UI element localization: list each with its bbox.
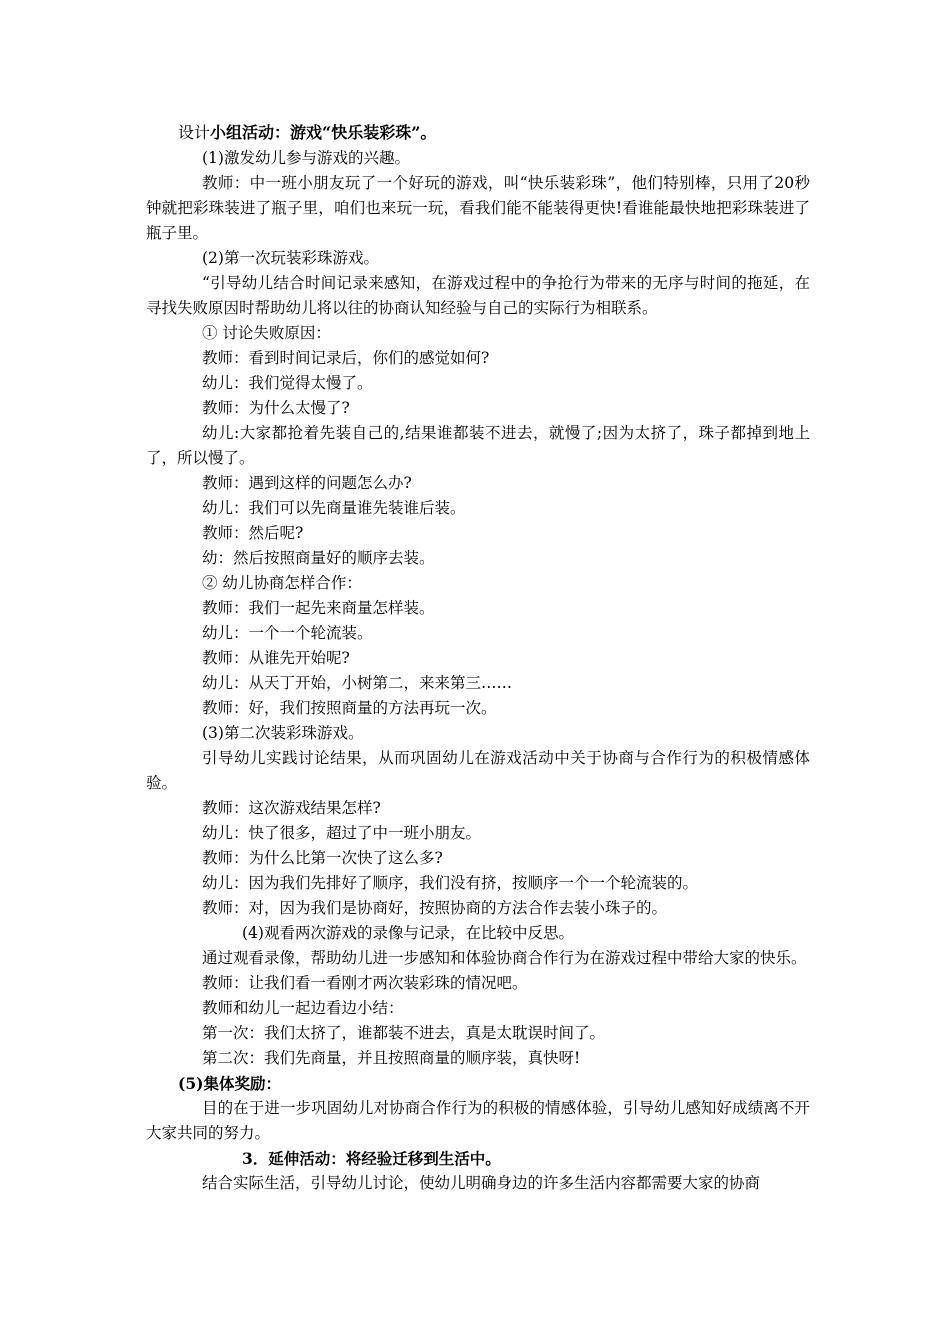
paragraph: 幼儿：一个一个轮流装。 [202, 624, 373, 642]
paragraph: 结合实际生活，引导幼儿讨论，使幼儿明确身边的许多生活内容都需要大家的协商 [202, 1174, 761, 1192]
paragraph: (3)第二次装彩珠游戏。 [202, 724, 364, 742]
paragraph: 教师：对，因为我们是协商好，按照协商的方法合作去装小珠子的。 [202, 899, 668, 917]
paragraph: 幼儿:大家都抢着先装自己的,结果谁都装不进去，就慢了;因为太挤了，珠子都掉到地上了，所以慢了。 [146, 424, 810, 467]
document-body [146, 146, 810, 1196]
paragraph: (5)集体奖励： [178, 1074, 281, 1093]
paragraph: 教师：然后呢? [202, 524, 304, 542]
paragraph: 教师：让我们看一看刚才两次装彩珠的情况吧。 [202, 974, 528, 992]
paragraph: 目的在于进一步巩固幼儿对协商合作行为的积极的情感体验，引导幼儿感知好成绩离不开大家共同的努力。 [146, 1099, 810, 1142]
paragraph: 第二次：我们先商量，并且按照商量的顺序装，真快呀! [202, 1049, 581, 1067]
paragraph: 3．延伸活动：将经验迁移到生活中。 [242, 1149, 501, 1168]
paragraph: 第一次：我们太挤了，谁都装不进去，真是太耽误时间了。 [202, 1024, 606, 1042]
paragraph: 教师：这次游戏结果怎样? [202, 799, 381, 817]
paragraph: 幼儿：因为我们先排好了顺序，我们没有挤，按顺序一个一个轮流装的。 [202, 874, 699, 892]
paragraph: 教师：看到时间记录后，你们的感觉如何? [202, 349, 490, 367]
paragraph: 教师：遇到这样的问题怎么办? [202, 474, 412, 492]
paragraph: ② 幼儿协商怎样合作： [202, 574, 362, 592]
document-page [146, 120, 810, 1196]
heading-title: 小组活动：游戏“快乐装彩珠”。 [210, 123, 437, 142]
paragraph: (4)观看两次游戏的录像与记录，在比较中反思。 [242, 924, 574, 942]
paragraph: 通过观看录像，帮助幼儿进一步感知和体验协商合作行为在游戏过程中带给大家的快乐。 [202, 949, 807, 967]
paragraph: 幼儿：快了很多，超过了中一班小朋友。 [202, 824, 482, 842]
heading-prefix: 设计 [178, 123, 211, 142]
paragraph: (1)激发幼儿参与游戏的兴趣。 [202, 149, 410, 167]
paragraph: 幼儿：我们觉得太慢了。 [202, 374, 373, 392]
section-heading [146, 120, 810, 146]
paragraph: 教师：我们一起先来商量怎样装。 [202, 599, 435, 617]
paragraph: 幼儿：我们可以先商量谁先装谁后装。 [202, 499, 466, 517]
paragraph: 引导幼儿实践讨论结果，从而巩固幼儿在游戏活动中关于协商与合作行为的积极情感体验。 [146, 749, 810, 792]
paragraph: 教师和幼儿一起边看边小结： [202, 999, 404, 1017]
paragraph: 幼儿：从天丁开始，小树第二，来来第三…… [202, 674, 513, 692]
paragraph: 教师：好，我们按照商量的方法再玩一次。 [202, 699, 497, 717]
paragraph: 教师：为什么比第一次快了这么多? [202, 849, 443, 867]
paragraph: 教师：中一班小朋友玩了一个好玩的游戏，叫“快乐装彩珠”，他们特别棒，只用了20秒钟就把彩珠装进了瓶子里，咱们也来玩一玩，看我们能不能装得更快!看谁能最快地把彩珠装进了瓶子里。 [146, 174, 810, 242]
paragraph: 教师：从谁先开始呢? [202, 649, 350, 667]
paragraph: 幼：然后按照商量好的顺序去装。 [202, 549, 435, 567]
paragraph: “引导幼儿结合时间记录来感知，在游戏过程中的争抢行为带来的无序与时间的拖延，在寻找失败原因时帮助幼儿将以往的协商认知经验与自己的实际行为相联系。 [146, 274, 810, 317]
paragraph: ① 讨论失败原因： [202, 324, 331, 342]
paragraph: (2)第一次玩装彩珠游戏。 [202, 249, 379, 267]
paragraph: 教师：为什么太慢了? [202, 399, 350, 417]
